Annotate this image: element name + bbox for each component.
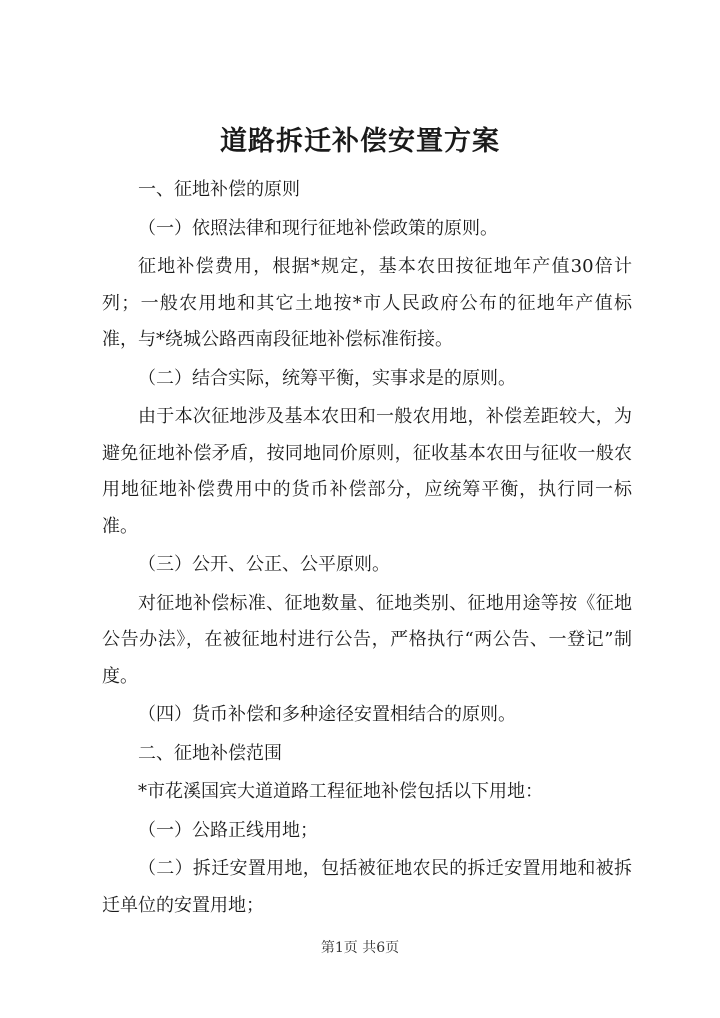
paragraph-public-notice: 对征地补偿标准、征地数量、征地类别、征地用途等按《征地公告办法》，在被征地村进行公告，严格执行“两公告、一登记”制度。 [102,592,632,687]
document-body [102,172,632,924]
principle-heading-2: （二）结合实际，统筹平衡，实事求是的原则。 [138,367,516,389]
section-heading-2: 二、征地补偿范围 [138,742,282,764]
page-footer: 第1页 共6页 [320,940,400,956]
scope-item-1: （一）公路正线用地； [138,819,318,841]
principle-heading-1: （一）依照法律和现行征地补偿政策的原则。 [138,217,498,239]
paragraph-balance: 由于本次征地涉及基本农田和一般农用地，补偿差距较大，为避免征地补偿矛盾，按同地同价原则，征收基本农田与征收一般农用地征地补偿费用中的货币补偿部分，应统筹平衡，执行同一标准。 [102,406,632,537]
paragraph-scope-intro: *市花溪国宾大道道路工程征地补偿包括以下用地： [138,781,543,802]
section-heading-1: 一、征地补偿的原则 [138,179,300,200]
paragraph-compensation-fees: 征地补偿费用，根据*规定，基本农田按征地年产值30倍计列；一般农用地和其它土地按*市人民政府公布的征地年产值标准，与*绕城公路西南段征地补偿标准衔接。 [102,256,632,350]
principle-heading-3: （三）公开、公正、公平原则。 [138,554,390,575]
scope-item-2: （二）拆迁安置用地，包括被征地农民的拆迁安置用地和被拆迁单位的安置用地； [102,858,632,916]
document-title: 道路拆迁补偿安置方案 [220,126,500,157]
principle-heading-4: （四）货币补偿和多种途径安置相结合的原则。 [138,704,516,725]
